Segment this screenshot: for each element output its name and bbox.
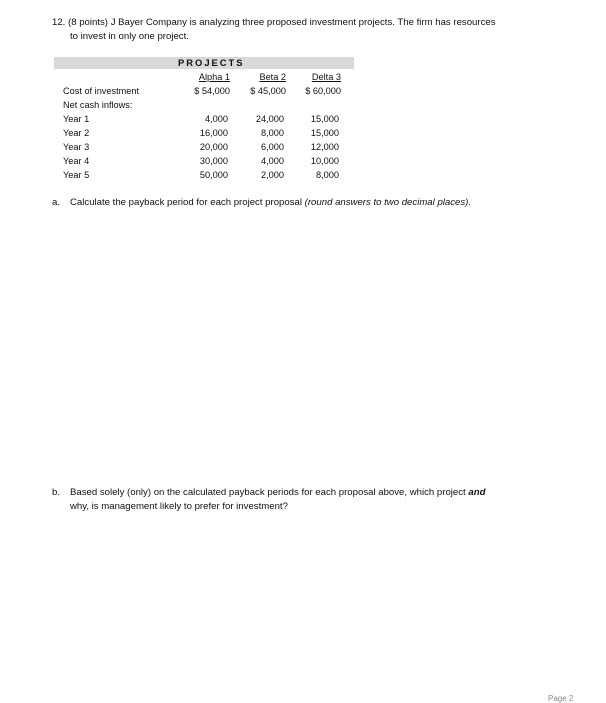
cell-delta: 8,000 (316, 170, 339, 180)
row-label: Year 5 (63, 170, 90, 180)
cost-delta: $ 60,000 (305, 86, 341, 96)
cell-alpha: 16,000 (199, 128, 228, 138)
row-label: Year 3 (63, 142, 90, 152)
part-a-text: Calculate the payback period for each project proposal (70, 197, 302, 208)
part-b-letter: b. (52, 487, 61, 498)
row-label: Year 1 (63, 114, 90, 124)
question-intro (52, 16, 572, 44)
cell-delta: 15,000 (310, 114, 339, 124)
question-points: (8 points) (68, 17, 109, 28)
cell-beta: 8,000 (261, 128, 284, 138)
cell-alpha: 20,000 (199, 142, 228, 152)
cell-delta: 10,000 (310, 156, 339, 166)
cost-beta: $ 45,000 (250, 86, 286, 96)
question-text-line1: J Bayer Company is analyzing three proposed investment projects. The firm has resources (110, 17, 496, 28)
project-header-alpha: Alpha 1 (198, 72, 230, 82)
part-b-text-line2: why, is management likely to prefer for investment? (70, 501, 288, 512)
row-label: Year 4 (63, 156, 90, 166)
part-b (52, 486, 572, 514)
part-a-letter: a. (52, 197, 61, 208)
inflows-label: Net cash inflows: (63, 100, 133, 110)
page-footer: Page 2 (548, 694, 574, 703)
question-text-line2: to invest in only one project. (70, 31, 189, 42)
part-b-text: Based solely (only) on the calculated payback periods for each proposal above, which project (70, 487, 466, 498)
project-header-delta: Delta 3 (311, 72, 341, 82)
cell-alpha: 30,000 (199, 156, 228, 166)
cell-alpha: 50,000 (199, 170, 228, 180)
projects-title: PROJECTS (178, 57, 245, 68)
cell-beta: 6,000 (261, 142, 284, 152)
row-label: Year 2 (63, 128, 90, 138)
project-header-beta: Beta 2 (259, 72, 286, 82)
part-a-note: (round answers to two decimal places). (304, 197, 472, 208)
question-number: 12. (52, 17, 66, 28)
cell-beta: 24,000 (255, 114, 284, 124)
cell-alpha: 4,000 (205, 114, 228, 124)
cell-beta: 2,000 (261, 170, 284, 180)
cell-delta: 12,000 (310, 142, 339, 152)
cost-alpha: $ 54,000 (194, 86, 230, 96)
cost-label: Cost of investment (63, 86, 140, 96)
part-a (52, 196, 572, 210)
cell-beta: 4,000 (261, 156, 284, 166)
part-b-emphasis: and (468, 487, 486, 498)
cell-delta: 15,000 (310, 128, 339, 138)
